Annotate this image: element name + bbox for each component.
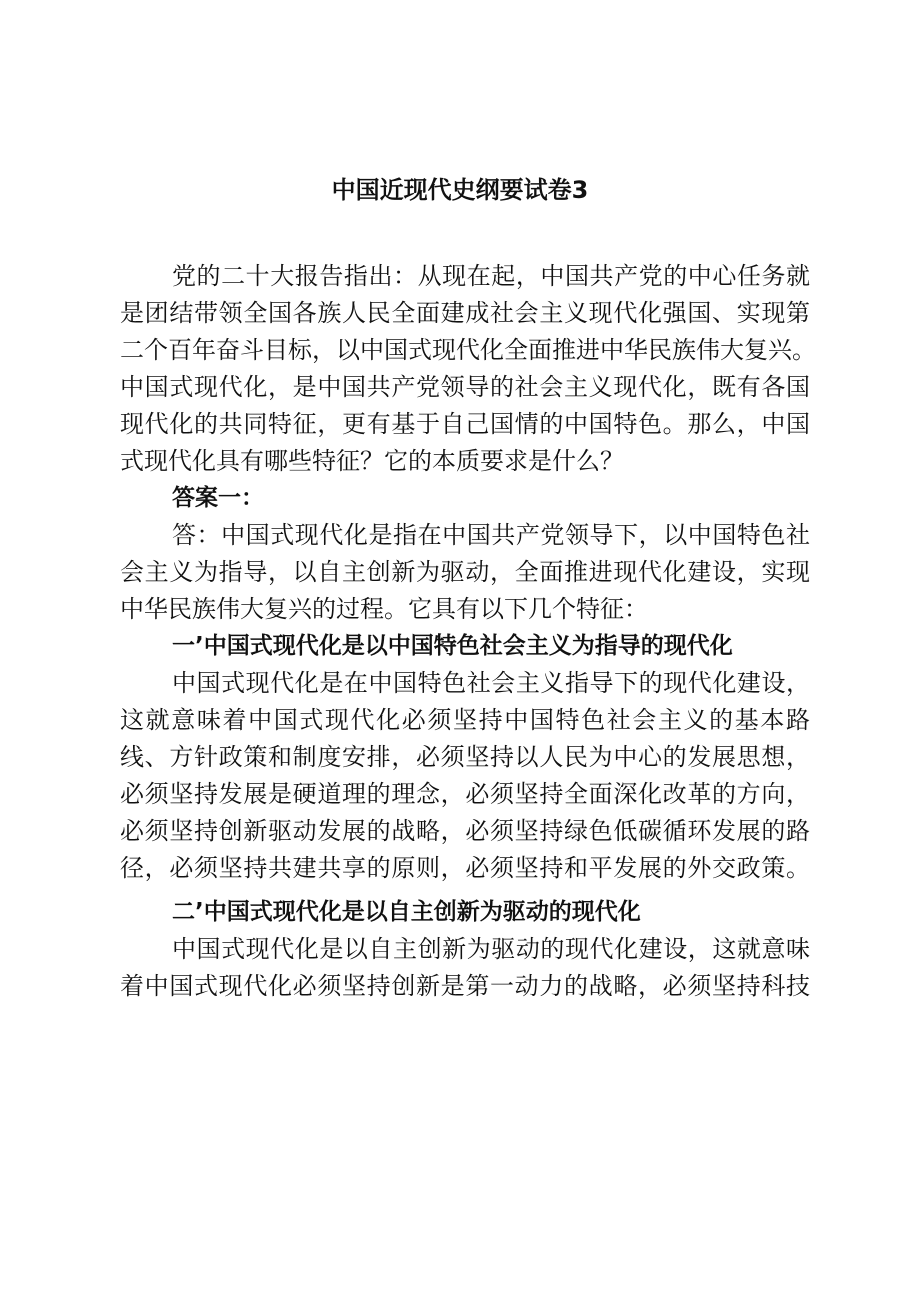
question-line: 是团结带领全国各族人民全面建成社会主义现代化强国、实现第	[120, 299, 810, 327]
section1-heading: 一’中国式现代化是以中国特色社会主义为指导的现代化	[172, 633, 733, 659]
section2-heading: 二’中国式现代化是以自主创新为驱动的现代化	[172, 899, 641, 925]
section1-line: 线、方针政策和制度安排，必须坚持以人民为中心的发展思想，	[120, 743, 810, 771]
answer-intro-line: 中华民族伟大复兴的过程。它具有以下几个特征：	[120, 595, 648, 623]
question-line: 二个百年奋斗目标，以中国式现代化全面推进中华民族伟大复兴。	[120, 336, 816, 364]
question-line: 中国式现代化，是中国共产党领导的社会主义现代化，既有各国	[120, 373, 810, 401]
section1-line: 这就意味着中国式现代化必须坚持中国特色社会主义的基本路	[120, 706, 810, 734]
section-gap	[120, 887, 810, 894]
question-line: 式现代化具有哪些特征？它的本质要求是什么？	[120, 447, 624, 475]
document-body	[120, 258, 816, 1005]
answer-intro-line: 会主义为指导，以自主创新为驱动，全面推进现代化建设，实现	[120, 558, 810, 586]
answer-heading: 答案一：	[172, 485, 264, 511]
answer-intro-line: 答：中国式现代化是指在中国共产党领导下，以中国特色社	[172, 521, 810, 549]
section2-line: 着中国式现代化必须坚持创新是第一动力的战略，必须坚持科技	[120, 972, 810, 1000]
section2-line: 中国式现代化是以自主创新为驱动的现代化建设，这就意味	[172, 935, 810, 963]
section1-line: 必须坚持发展是硬道理的理念，必须坚持全面深化改革的方向，	[120, 780, 810, 808]
question-line: 党的二十大报告指出：从现在起，中国共产党的中心任务就	[172, 262, 810, 290]
section1-line: 径，必须坚持共建共享的原则，必须坚持和平发展的外交政策。	[120, 854, 810, 882]
section1-line: 必须坚持创新驱动发展的战略，必须坚持绿色低碳循环发展的路	[120, 817, 810, 845]
document-title: 中国近现代史纲要试卷3	[331, 176, 589, 204]
section1-line: 中国式现代化是在中国特色社会主义指导下的现代化建设，	[172, 669, 810, 697]
question-line: 现代化的共同特征，更有基于自己国情的中国特色。那么，中国	[120, 410, 810, 438]
